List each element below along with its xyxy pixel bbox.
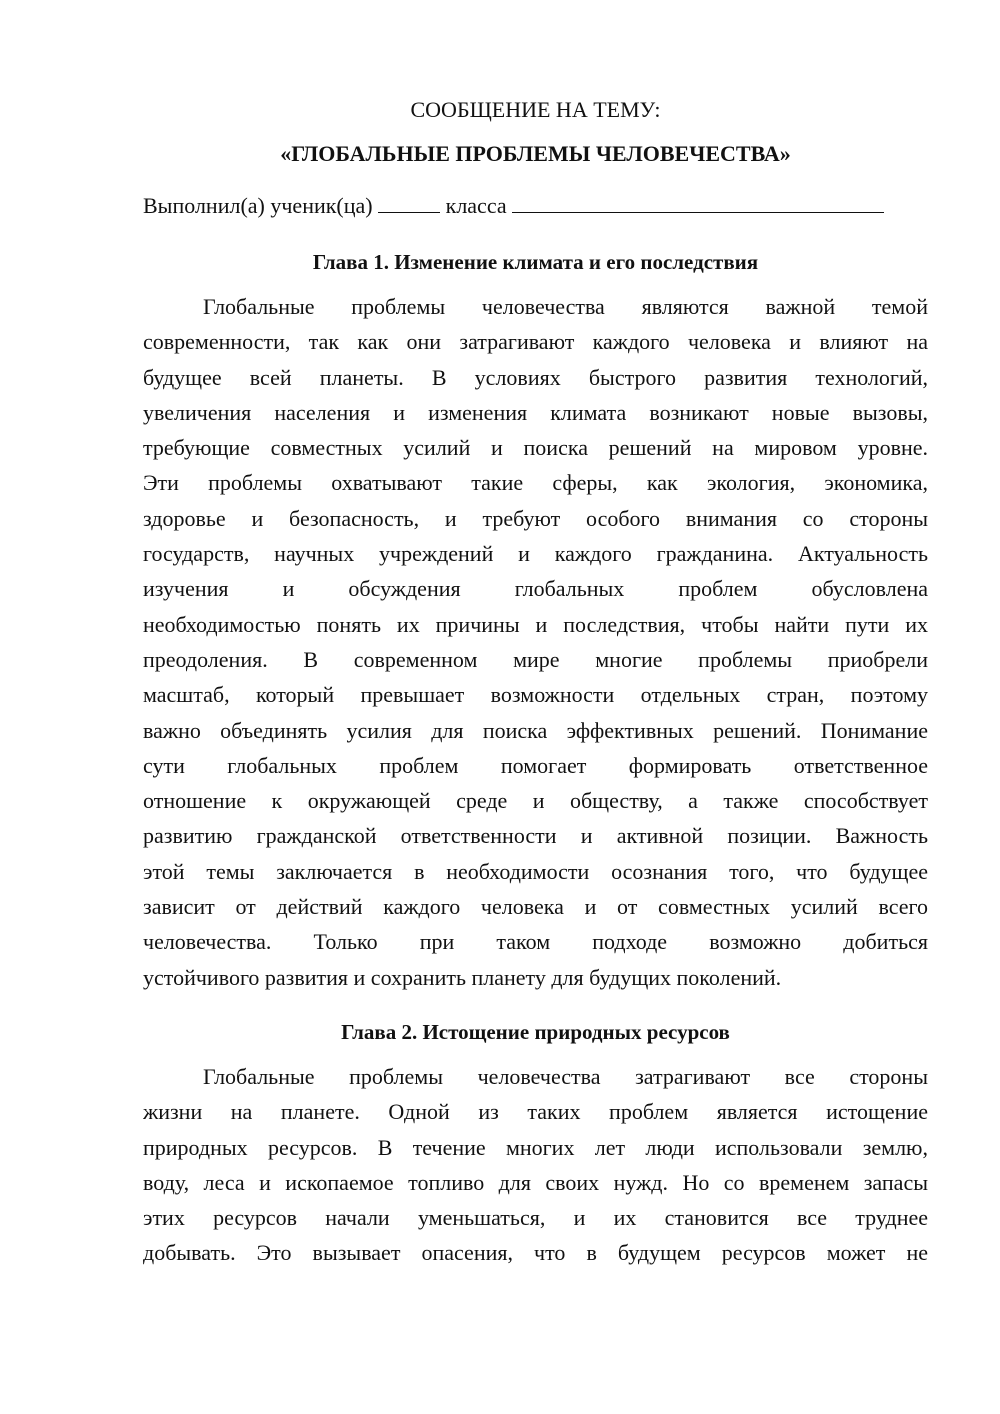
name-blank-field[interactable] <box>512 194 884 213</box>
paragraph-line: воду, леса и ископаемое топливо для своих нужд. Но со временем запасы <box>143 1169 928 1195</box>
paragraph-line: Эти проблемы охватывают такие сферы, как экология, экономика, <box>143 470 928 496</box>
chapter-1-heading: Глава 1. Изменение климата и его последствия <box>312 250 759 274</box>
section-spacer <box>143 995 928 1017</box>
paragraph-line: увеличения населения и изменения климата возникают новые вызовы, <box>143 399 928 425</box>
title-line-1: СООБЩЕНИЕ НА ТЕМУ: <box>410 97 661 122</box>
author-prefix: Выполнил(а) ученик(ца) <box>143 193 373 218</box>
paragraph-line: отношение к окружающей среде и обществу, а также способствует <box>143 788 928 814</box>
paragraph-line: человечества. Только при таком подходе возможно добиться <box>143 929 928 955</box>
paragraph-line: необходимостью понять их причины и последствия, чтобы найти пути их <box>143 611 928 637</box>
paragraph-line: устойчивого развития и сохранить планету для будущих поколений. <box>143 964 782 990</box>
author-middle: класса <box>445 193 507 218</box>
paragraph-line: требующие совместных усилий и поиска решений на мировом уровне. <box>143 435 928 461</box>
paragraph-line: преодоления. В современном мире многие проблемы приобрели <box>143 646 928 672</box>
paragraph-line: будущее всей планеты. В условиях быстрого развития технологий, <box>143 364 928 390</box>
paragraph-line: современности, так как они затрагивают каждого человека и влияют на <box>143 329 928 355</box>
class-blank-field[interactable] <box>378 194 440 213</box>
paragraph-line: сути глобальных проблем помогает формировать ответственное <box>143 752 928 778</box>
title-line-2: «ГЛОБАЛЬНЫЕ ПРОБЛЕМЫ ЧЕЛОВЕЧЕСТВА» <box>280 141 791 166</box>
paragraph-line: добывать. Это вызывает опасения, что в будущем ресурсов может не <box>143 1240 928 1266</box>
paragraph-line: Глобальные проблемы человечества являются важной темой <box>203 294 928 319</box>
chapter-2-heading: Глава 2. Истощение природных ресурсов <box>341 1019 730 1044</box>
paragraph-line: здоровье и безопасность, и требуют особого внимания со стороны <box>143 505 928 531</box>
author-line <box>143 191 928 221</box>
paragraph-line: развитию гражданской ответственности и активной позиции. Важность <box>143 823 928 849</box>
paragraph-line: этой темы заключается в необходимости осознания того, что будущее <box>143 858 928 884</box>
paragraph-line: важно объединять усилия для поиска эффективных решений. Понимание <box>143 717 928 743</box>
paragraph-line: природных ресурсов. В течение многих лет люди использовали землю, <box>143 1134 928 1160</box>
paragraph-line: государств, научных учреждений и каждого гражданина. Актуальность <box>143 541 928 567</box>
document-page <box>143 95 928 1271</box>
paragraph-line: этих ресурсов начали уменьшаться, и их становится все труднее <box>143 1205 928 1231</box>
chapter-1-paragraph <box>143 289 928 995</box>
paragraph-line: жизни на планете. Одной из таких проблем является истощение <box>143 1099 928 1125</box>
paragraph-line: масштаб, который превышает возможности отдельных стран, поэтому <box>143 682 928 708</box>
paragraph-line: Глобальные проблемы человечества затрагивают все стороны <box>203 1063 928 1089</box>
paragraph-line: изучения и обсуждения глобальных проблем обусловлена <box>143 576 928 602</box>
paragraph-line: зависит от действий каждого человека и от совместных усилий всего <box>143 894 928 920</box>
chapter-2-paragraph <box>143 1059 928 1271</box>
